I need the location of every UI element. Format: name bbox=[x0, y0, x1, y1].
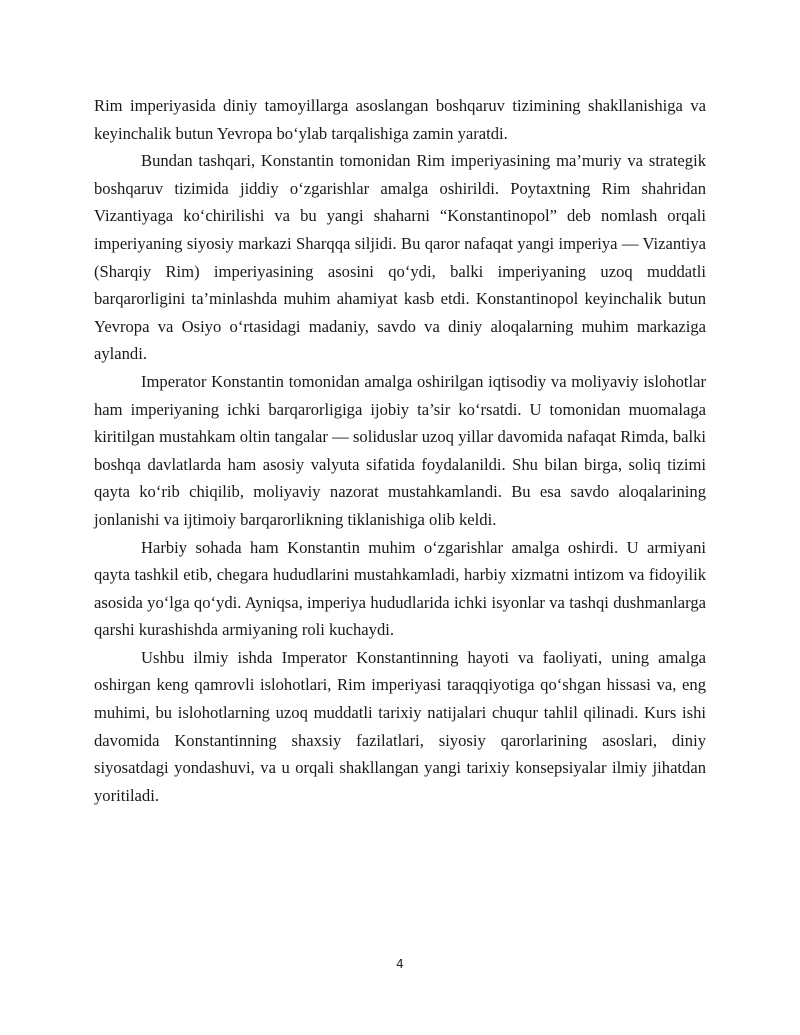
paragraph-administrative-reforms: Bundan tashqari, Konstantin tomonidan Rim imperiyasining ma’muriy va strategik boshqaruv tizimida jiddiy o‘zgarishlar amalga oshirildi. Poytaxtning Rim shahridan Vizantiyaga ko‘chirilishi va bu yangi shaharni “Konstantinopol” deb nomlash orqali imperiyaning siyosiy markazi Sharqqa siljidi. Bu qaror nafaqat yangi imperiya — Vizantiya (Sharqiy Rim) imperiyasining asosini qo‘ydi, balki imperiyaning uzoq muddatli barqarorligini ta’minlashda muhim ahamiyat kasb etdi. Konstantinopol keyinchalik butun Yevropa va Osiyo o‘rtasidagi madaniy, savdo va diniy aloqalarning muhim markaziga aylandi. bbox=[94, 151, 706, 364]
page-number: 4 bbox=[396, 957, 404, 971]
paragraph-military-reforms: Harbiy sohada ham Konstantin muhim o‘zgarishlar amalga oshirdi. U armiyani qayta tashkil etib, chegara hududlarini mustahkamladi, harbiy xizmatni intizom va fidoyilik asosida yo‘lga qo‘ydi. Ayniqsa, imperiya hududlarida ichki isyonlar va tashqi dushmanlarga qarshi kurashishda armiyaning roli kuchaydi. bbox=[94, 537, 706, 640]
paragraph-continuation: Rim imperiyasida diniy tamoyillarga asoslangan boshqaruv tizimining shakllanishiga va keyinchalik butun Yevropa bo‘ylab tarqalishiga zamin yaratdi. bbox=[94, 96, 706, 143]
paragraph-research-aims: Ushbu ilmiy ishda Imperator Konstantinning hayoti va faoliyati, uning amalga oshirgan keng qamrovli islohotlari, Rim imperiyasi taraqqiyotiga qo‘shgan hissasi va, eng muhimi, bu islohotlarning uzoq muddatli tarixiy natijalari chuqur tahlil qilinadi. Kurs ishi davomida Konstantinning shaxsiy fazilatlari, siyosiy qarorlarining asoslari, diniy siyosatdagi yondashuvi, va u orqali shakllangan yangi tarixiy konsepsiyalar ilmiy jihatdan yoritiladi. bbox=[94, 647, 706, 805]
paragraph-economic-reforms: Imperator Konstantin tomonidan amalga oshirilgan iqtisodiy va moliyaviy islohotlar ham imperiyaning ichki barqarorligiga ijobiy ta’sir ko‘rsatdi. U tomonidan muomalaga kiritilgan mustahkam oltin tangalar — soliduslar uzoq yillar davomida nafaqat Rimda, balki boshqa davlatlarda ham asosiy valyuta sifatida foydalanildi. Shu bilan birga, soliq tizimi qayta ko‘rib chiqilib, moliyaviy nazorat mustahkamlandi. Bu esa savdo aloqalarining jonlanishi va ijtimoiy barqarorlikning tiklanishiga olib keldi. bbox=[94, 371, 706, 529]
body-text bbox=[94, 92, 706, 809]
